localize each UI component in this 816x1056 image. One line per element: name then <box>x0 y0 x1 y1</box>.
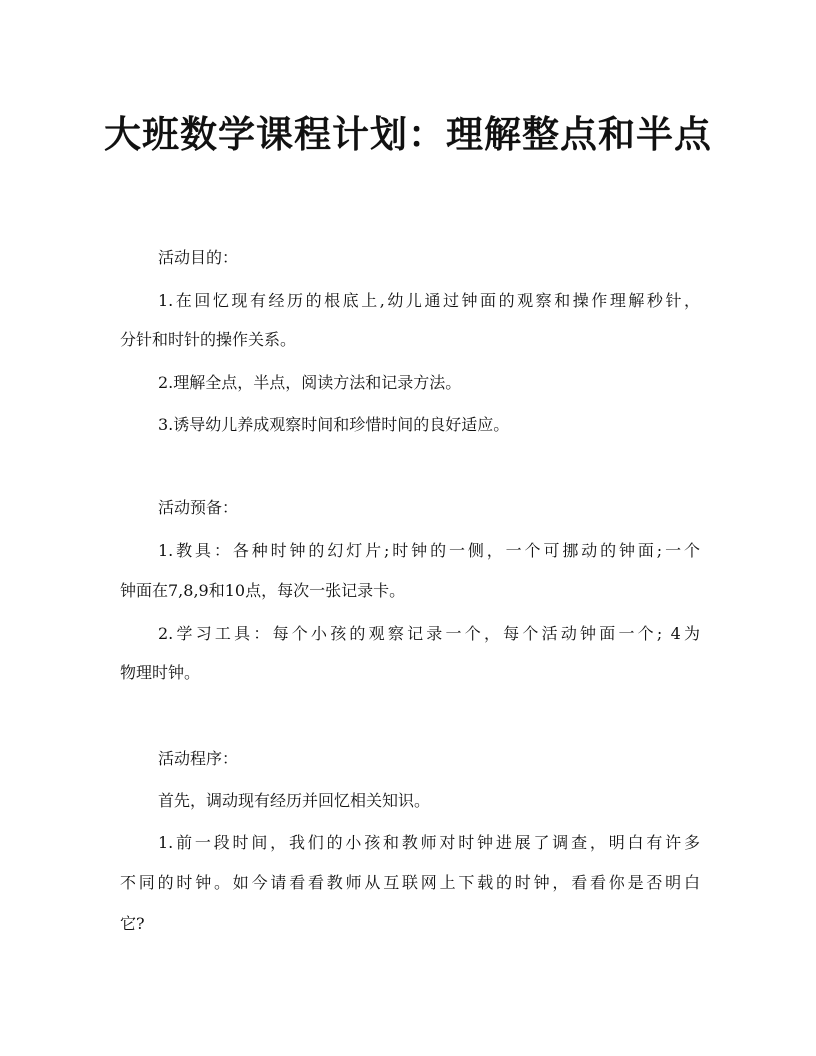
procedure-heading: 活动程序： <box>158 749 239 768</box>
preparation-item-2-line-1: 2.学习工具：每个小孩的观察记录一个，每个活动钟面一个; 4为 <box>158 624 700 643</box>
procedure-item-1-line-1: 1.前一段时间，我们的小孩和教师对时钟进展了调查，明白有许多 <box>158 833 700 852</box>
procedure-item-1-line-2: 不同的时钟。如今请看看教师从互联网上下载的时钟，看看你是否明白 <box>120 873 700 892</box>
objectives-item-1-line-1: 1.在回忆现有经历的根底上,幼儿通过钟面的观察和操作理解秒针， <box>158 291 700 310</box>
objectives-heading: 活动目的： <box>158 248 239 267</box>
document-title: 大班数学课程计划：理解整点和半点 <box>104 112 712 156</box>
objectives-item-3: 3.诱导幼儿养成观察时间和珍惜时间的良好适应。 <box>158 415 510 434</box>
preparation-item-2-line-2: 物理时钟。 <box>120 663 201 682</box>
objectives-item-1-line-2: 分针和时针的操作关系。 <box>120 330 297 349</box>
preparation-item-1-line-2: 钟面在7,8,9和10点，每次一张记录卡。 <box>120 581 406 600</box>
procedure-item-1-line-3: 它? <box>120 914 145 933</box>
procedure-intro: 首先，调动现有经历并回忆相关知识。 <box>158 791 431 810</box>
preparation-item-1-line-1: 1.教具：各种时钟的幻灯片;时钟的一侧，一个可挪动的钟面;一个 <box>158 541 700 560</box>
objectives-item-2: 2.理解全点，半点，阅读方法和记录方法。 <box>158 373 462 392</box>
preparation-heading: 活动预备： <box>158 498 239 517</box>
